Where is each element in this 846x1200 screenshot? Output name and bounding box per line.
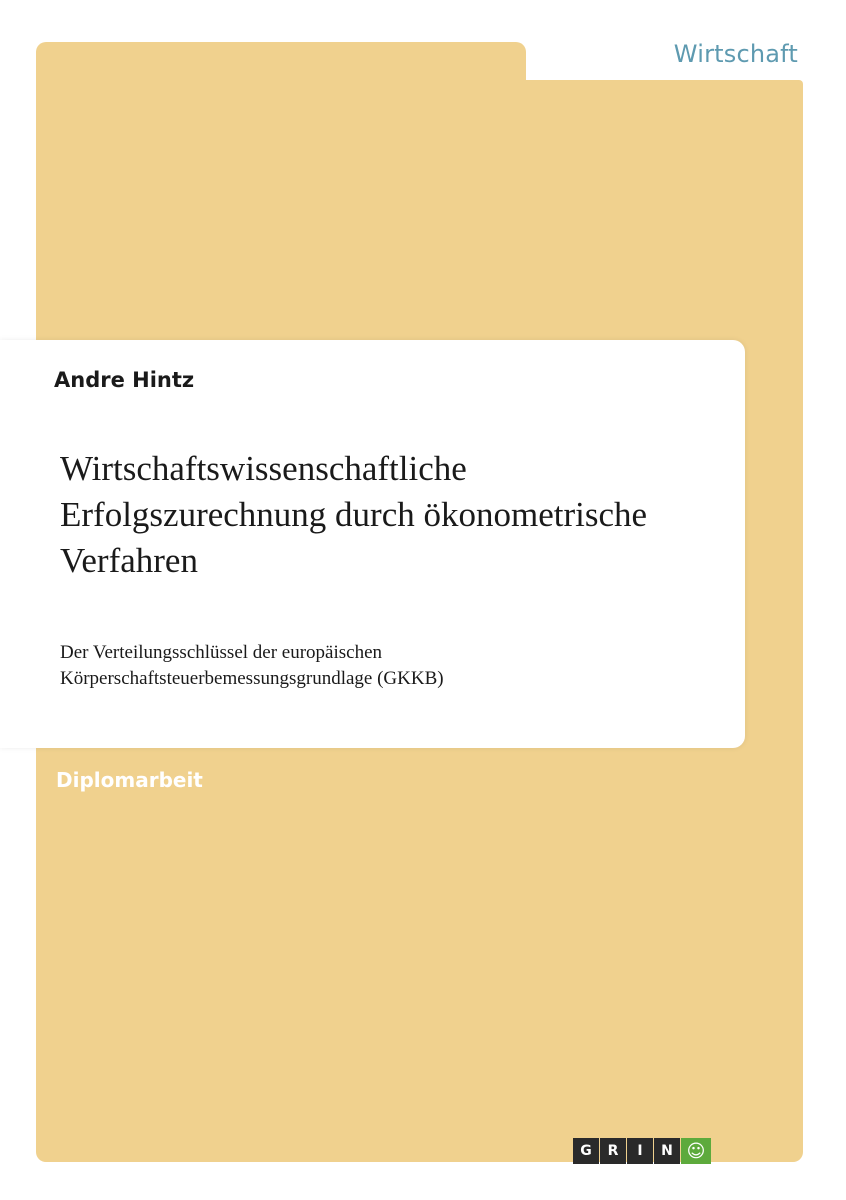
- document-type: Diplomarbeit: [56, 768, 203, 792]
- logo-letter: R: [600, 1138, 626, 1164]
- book-subtitle-line: Der Verteilungsschlüssel der europäischen: [60, 642, 383, 663]
- book-subtitle: [60, 640, 720, 692]
- logo-letter: N: [654, 1138, 680, 1164]
- author-name: Andre Hintz: [54, 368, 195, 392]
- publisher-logo: [573, 1138, 711, 1164]
- logo-letter: I: [627, 1138, 653, 1164]
- book-title-line: Erfolgszurechnung durch ökonometrische: [60, 495, 648, 534]
- book-title-line: Wirtschaftswissenschaftliche: [60, 449, 467, 488]
- book-title: [60, 446, 730, 584]
- book-title-line: Verfahren: [60, 541, 198, 580]
- book-subtitle-line: Körperschaftsteuerbemessungsgrundlage (GKKB): [60, 668, 444, 689]
- logo-letter: G: [573, 1138, 599, 1164]
- smiley-icon: ☺: [681, 1138, 711, 1164]
- category-label: Wirtschaft: [673, 40, 798, 68]
